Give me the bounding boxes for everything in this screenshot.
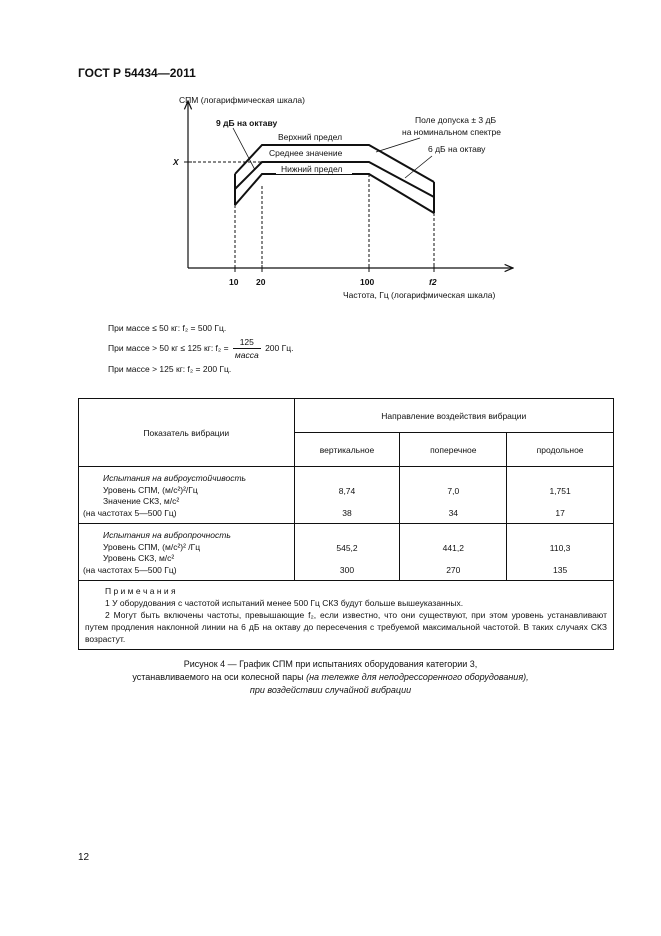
- caption-line-3: [78, 684, 583, 697]
- header-indicator: Показатель вибрации: [79, 399, 295, 467]
- header-transverse: поперечное: [400, 433, 507, 467]
- cell-value: 135: [553, 565, 568, 575]
- stability-longitudinal: [507, 467, 614, 524]
- vibration-table: [78, 398, 614, 650]
- strength-spm: Уровень СПМ, (м/с²)² /Гц: [103, 541, 201, 552]
- table-row: [79, 524, 614, 581]
- y-axis-label: СПМ (логарифмическая шкала): [179, 95, 305, 105]
- cell-value: 34: [448, 508, 459, 518]
- cell-value: 300: [339, 565, 355, 575]
- leader-tolerance: [376, 138, 420, 152]
- document-header: ГОСТ Р 54434—2011: [78, 66, 196, 80]
- cell-value: 110,3: [549, 543, 571, 553]
- mass-formulas: [108, 322, 293, 375]
- cell-value: 270: [446, 565, 461, 575]
- strength-longitudinal: [507, 524, 614, 581]
- stability-transverse: [400, 467, 507, 524]
- notes-cell: [79, 581, 614, 650]
- strength-sko: Уровень СКЗ, м/с²: [103, 553, 175, 563]
- strength-title: Испытания на вибропрочность: [103, 530, 231, 540]
- x-tick-label-10: 10: [229, 277, 239, 287]
- table-row: [79, 581, 614, 650]
- formula-line-2: [108, 336, 293, 361]
- strength-vertical: [294, 524, 400, 581]
- cell-value: 441,2: [442, 543, 464, 553]
- table-row: [79, 467, 614, 524]
- cell-value: 17: [555, 508, 565, 518]
- row-label-stability: [79, 467, 295, 524]
- fraction-denominator: масса: [234, 350, 259, 360]
- fraction-numerator: 125: [233, 336, 261, 349]
- stability-title: Испытания на виброустойчивость: [103, 473, 247, 483]
- spm-graph: [0, 0, 661, 320]
- x-tick-label-f2: f2: [429, 277, 437, 287]
- figure-caption: [78, 658, 583, 697]
- x-tick-label-100: 100: [360, 277, 375, 287]
- label-lower: Нижний предел: [281, 164, 343, 174]
- stability-sko: Значение СКЗ, м/с²: [103, 496, 180, 506]
- stability-vertical: [294, 467, 400, 524]
- label-mean: Среднее значение: [269, 148, 343, 158]
- caption-line-2-plain: устанавливаемого на оси колесной пары: [132, 672, 304, 682]
- strength-range: (на частотах 5—500 Гц): [83, 564, 177, 575]
- label-9db: 9 дБ на октаву: [216, 118, 278, 128]
- note-1: 1 У оборудования с частотой испытаний менее 500 Гц СКЗ будут больше вышеуказанных.: [105, 598, 464, 608]
- caption-line-1: Рисунок 4 — График СПМ при испытаниях оборудования категории 3,: [183, 659, 478, 669]
- caption-line-2: [78, 671, 583, 684]
- stability-spm: Уровень СПМ, (м/с²)²/Гц: [103, 484, 198, 495]
- x-tick-label-20: 20: [256, 277, 266, 287]
- formula-line-2-suffix: 200 Гц.: [265, 342, 294, 353]
- x-axis-label: Частота, Гц (логарифмическая шкала): [343, 290, 496, 300]
- header-direction: Направление воздействия вибрации: [294, 399, 613, 433]
- row-label-strength: [79, 524, 295, 581]
- note-2: 2 Могут быть включены частоты, превышающие f₂, если известно, что они существуют, при этом уровень устанавливают путем продления наклонной линии на 6 дБ на октаву до пересечения с требуемой максимальной частотой. В таких случаях СКЗ возрастут.: [85, 610, 607, 644]
- cell-value: 38: [342, 508, 352, 518]
- formula-line-3: При массе > 125 кг: f₂ = 200 Гц.: [108, 364, 232, 374]
- cell-value: 1,751: [549, 486, 571, 496]
- cell-value: 7,0: [447, 486, 460, 496]
- page-number: 12: [78, 852, 90, 863]
- y-marker-x: X: [173, 157, 179, 167]
- label-upper: Верхний предел: [278, 132, 343, 142]
- header-longitudinal: продольное: [507, 433, 614, 467]
- label-tolerance-1: Поле допуска ± 3 дБ: [415, 115, 497, 125]
- stability-range: (на частотах 5—500 Гц): [83, 507, 177, 518]
- strength-transverse: [400, 524, 507, 581]
- formula-line-1: При массе ≤ 50 кг: f₂ = 500 Гц.: [108, 323, 227, 333]
- label-6db: 6 дБ на октаву: [428, 144, 486, 154]
- cell-value: 545,2: [336, 543, 358, 553]
- cell-value: 8,74: [338, 486, 356, 496]
- caption-line-3-italic: при воздействии случайной вибрации: [249, 685, 412, 695]
- label-tolerance-2: на номинальном спектре: [402, 127, 501, 137]
- formula-line-2-prefix: При массе > 50 кг ≤ 125 кг: f₂ =: [108, 342, 229, 353]
- notes-title: П р и м е ч а н и я: [105, 586, 176, 596]
- caption-line-2-italic: (на тележке для неподрессоренного оборудования),: [306, 672, 529, 682]
- header-vertical: вертикальное: [294, 433, 400, 467]
- formula-fraction: [233, 336, 261, 361]
